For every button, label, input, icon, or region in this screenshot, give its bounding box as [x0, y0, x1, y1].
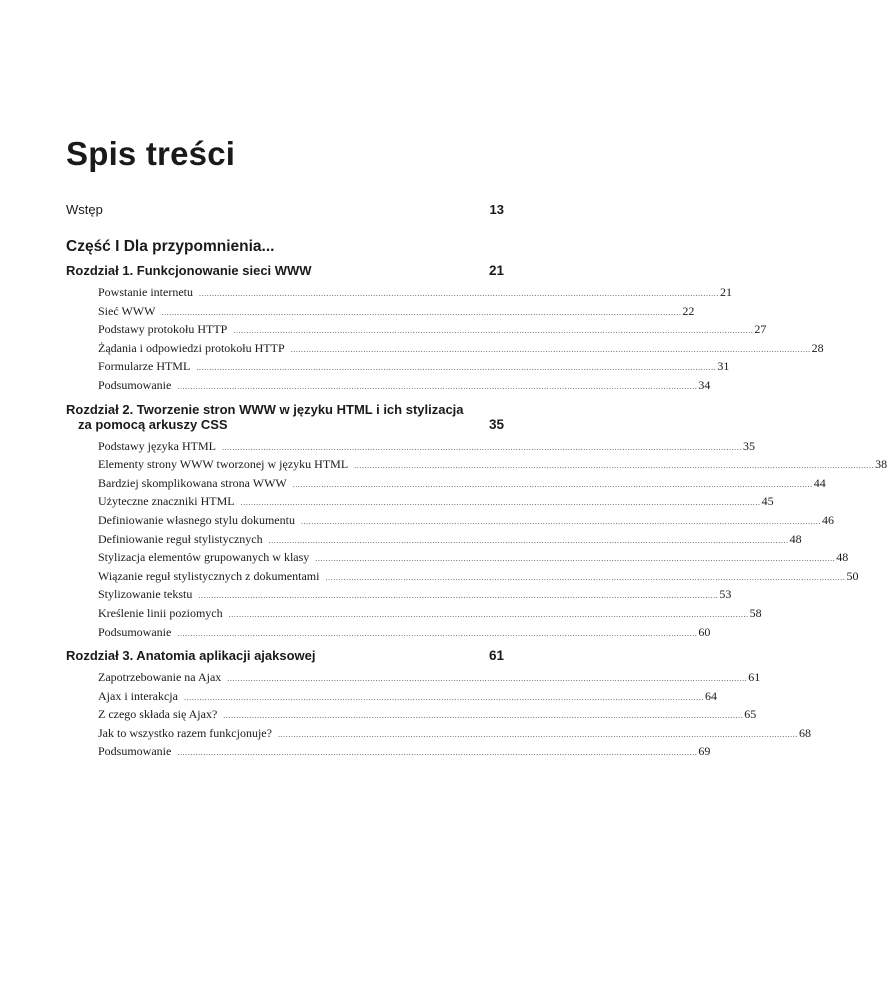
toc-entry[interactable] — [98, 567, 859, 586]
entry-page-number: 58 — [749, 605, 762, 620]
chapter-page-number: 61 — [488, 648, 504, 664]
chapter-title-line: Rozdział 2. Tworzenie stron WWW w języku HTML i ich stylizacja — [66, 401, 464, 417]
dot-leader: ........................................................................................................................................................................................................ — [240, 498, 761, 508]
entry-page-number: 45 — [761, 494, 774, 509]
entry-title: Definiowanie własnego stylu dokumentu — [98, 512, 295, 527]
entry-page-number: 61 — [748, 670, 761, 685]
page-title: Spis treści — [66, 135, 236, 172]
toc-entry[interactable] — [98, 668, 761, 687]
entry-page-number: 53 — [719, 587, 732, 602]
entry-title: Definiowanie reguł stylistycznych — [98, 531, 263, 546]
dot-leader: ........................................................................................................................................................................................................ — [177, 381, 698, 391]
dot-leader: ........................................................................................................................................................................................................ — [183, 692, 704, 702]
toc-entry[interactable] — [98, 742, 711, 761]
dot-leader: ........................................................................................................................................................................................................ — [315, 554, 836, 564]
entry-page-number: 34 — [698, 377, 711, 392]
chapter-heading[interactable] — [66, 648, 504, 663]
toc-intro-row[interactable] — [66, 202, 504, 220]
section-list — [66, 668, 811, 761]
chapter-1 — [66, 263, 824, 395]
toc-entry[interactable] — [98, 437, 755, 456]
chapter-title — [66, 263, 312, 278]
part-title: Część I Dla przypomnienia... — [66, 238, 275, 255]
toc-entry[interactable] — [98, 548, 849, 567]
dot-leader: ........................................................................................................................................................................................................ — [292, 479, 813, 489]
dot-leader: ........................................................................................................................................................................................................ — [177, 748, 698, 758]
intro-page: 13 — [489, 202, 504, 217]
entry-title: Podstawy języka HTML — [98, 438, 216, 453]
dot-leader: ........................................................................................................................................................................................................ — [325, 572, 846, 582]
entry-title: Stylizacja elementów grupowanych w klasy — [98, 550, 310, 565]
chapter-2 — [66, 401, 887, 642]
dot-leader: ........................................................................................................................................................................................................ — [290, 344, 811, 354]
entry-page-number: 48 — [789, 531, 802, 546]
toc-entry[interactable] — [98, 623, 711, 642]
toc-entry[interactable] — [98, 705, 757, 724]
chapter-heading[interactable] — [66, 402, 504, 432]
entry-title: Jak to wszystko razem funkcjonuje? — [98, 725, 272, 740]
toc-entry[interactable] — [98, 585, 732, 604]
toc-entry[interactable] — [98, 604, 762, 623]
toc-entry[interactable] — [98, 376, 711, 395]
toc-entry[interactable] — [98, 530, 802, 549]
dot-leader: ........................................................................................................................................................................................................ — [300, 516, 821, 526]
toc-entry[interactable] — [98, 357, 730, 376]
entry-title: Kreślenie linii poziomych — [98, 605, 223, 620]
entry-title: Stylizowanie tekstu — [98, 587, 193, 602]
entry-page-number: 46 — [821, 512, 834, 527]
entry-page-number: 21 — [719, 285, 732, 299]
dot-leader: ........................................................................................................................................................................................................ — [354, 461, 875, 471]
entry-title: Podsumowanie — [98, 377, 172, 392]
entry-title: Sieć WWW — [98, 303, 156, 318]
dot-leader: ........................................................................................................................................................................................................ — [268, 535, 789, 545]
toc-entry[interactable] — [98, 724, 811, 743]
dot-leader: ........................................................................................................................................................................................................ — [198, 591, 719, 601]
dot-leader: ........................................................................................................................................................................................................ — [196, 363, 717, 373]
dot-leader: ........................................................................................................................................................................................................ — [198, 289, 719, 298]
toc-entry[interactable] — [98, 302, 695, 321]
entry-title: Wiązanie reguł stylistycznych z dokumentami — [98, 568, 320, 583]
entry-title: Ajax i interakcja — [98, 688, 178, 703]
entry-title: Zapotrzebowanie na Ajax — [98, 670, 222, 685]
entry-page-number: 60 — [698, 624, 711, 639]
entry-title: Elementy strony WWW tworzonej w języku HTML — [98, 457, 349, 472]
dot-leader: ........................................................................................................................................................................................................ — [221, 442, 742, 452]
toc-entry[interactable] — [98, 455, 887, 474]
entry-title: Powstanie internetu — [98, 285, 193, 299]
section-list — [66, 283, 824, 395]
chapter-title — [66, 648, 316, 663]
toc-entry[interactable] — [98, 511, 834, 530]
chapter-title-line: za pomocą arkuszy CSS — [78, 416, 228, 432]
entry-title: Bardziej skomplikowana strona WWW — [98, 475, 287, 490]
dot-leader: ........................................................................................................................................................................................................ — [161, 307, 682, 317]
toc-entry[interactable] — [98, 320, 767, 339]
entry-page-number: 48 — [836, 550, 849, 565]
chapter-title-line: Rozdział 1. Funkcjonowanie sieci WWW — [66, 263, 312, 278]
dot-leader: ........................................................................................................................................................................................................ — [277, 729, 798, 739]
dot-leader: ........................................................................................................................................................................................................ — [223, 711, 744, 721]
table-of-contents — [66, 202, 887, 768]
dot-leader: ........................................................................................................................................................................................................ — [228, 609, 749, 619]
toc-entry[interactable] — [98, 283, 732, 302]
entry-title: Użyteczne znaczniki HTML — [98, 494, 235, 509]
chapter-title — [66, 402, 464, 432]
chapter-title-line: Rozdział 3. Anatomia aplikacji ajaksowej — [66, 648, 316, 664]
dot-leader: ........................................................................................................................................................................................................ — [227, 674, 748, 684]
entry-page-number: 65 — [744, 707, 757, 722]
entry-page-number: 50 — [846, 568, 859, 583]
toc-entry[interactable] — [98, 474, 826, 493]
dot-leader: ........................................................................................................................................................................................................ — [177, 628, 698, 638]
entry-page-number: 28 — [811, 340, 824, 355]
entry-page-number: 27 — [754, 322, 767, 337]
entry-title: Podsumowanie — [98, 624, 172, 639]
entry-page-number: 69 — [698, 744, 711, 759]
chapter-page-number: 21 — [488, 263, 504, 278]
entry-title: Podstawy protokołu HTTP — [98, 322, 228, 337]
entry-page-number: 68 — [798, 725, 811, 740]
chapter-page-number: 35 — [488, 416, 504, 432]
toc-entry[interactable] — [98, 339, 824, 358]
entry-title: Z czego składa się Ajax? — [98, 707, 218, 722]
toc-entry[interactable] — [98, 492, 774, 511]
entry-page-number: 31 — [717, 359, 730, 374]
toc-entry[interactable] — [98, 687, 717, 706]
chapter-list — [66, 263, 887, 761]
entry-page-number: 38 — [875, 457, 887, 472]
dot-leader: ........................................................................................................................................................................................................ — [233, 326, 754, 336]
entry-title: Formularze HTML — [98, 359, 191, 374]
entry-page-number: 44 — [813, 475, 826, 490]
chapter-heading[interactable] — [66, 263, 504, 278]
entry-title: Żądania i odpowiedzi protokołu HTTP — [98, 340, 285, 355]
entry-page-number: 22 — [682, 303, 695, 318]
entry-page-number: 35 — [742, 438, 755, 453]
chapter-3 — [66, 648, 811, 761]
entry-page-number: 64 — [704, 688, 717, 703]
intro-title: Wstęp — [66, 202, 103, 217]
section-list — [66, 437, 887, 642]
entry-title: Podsumowanie — [98, 744, 172, 759]
